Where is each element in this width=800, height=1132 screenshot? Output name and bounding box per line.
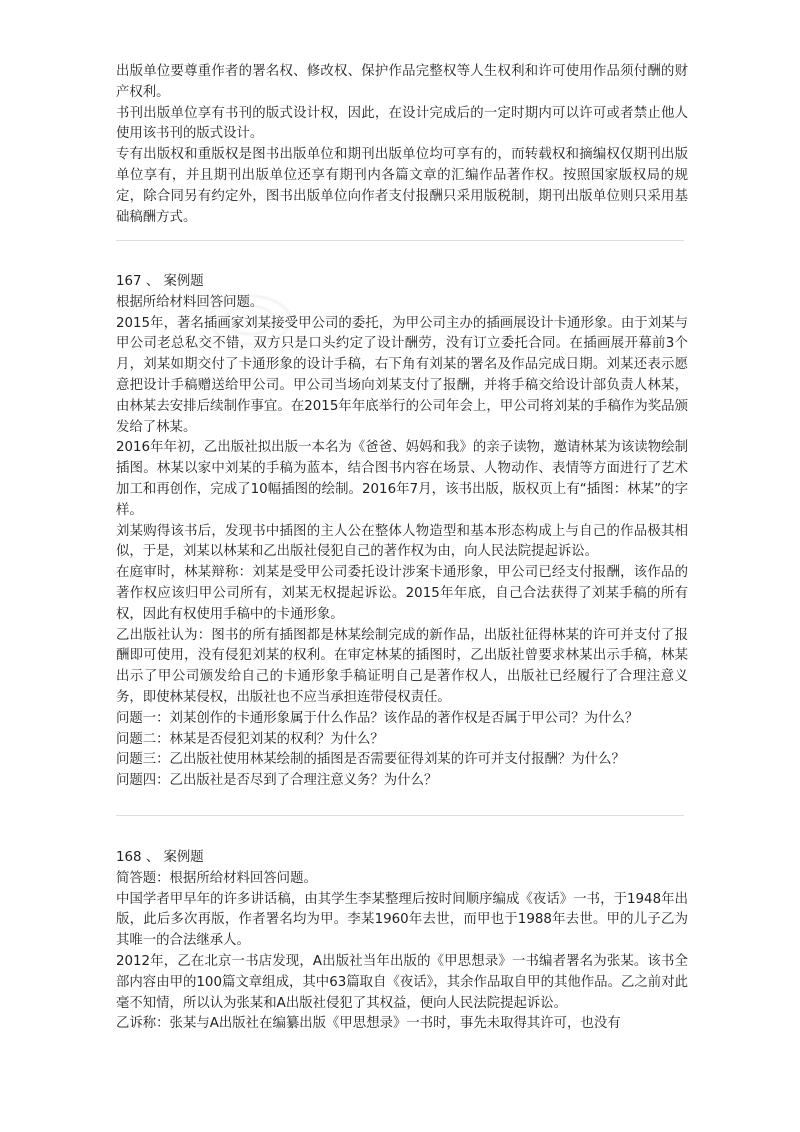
question-paragraph: 刘某购得该书后，发现书中插图的主人公在整体人物造型和基本形态构成上与自己的作品极其相似，于是，刘某以林某和乙出版社侵犯自己的著作权为由，向人民法院提起诉讼。 — [116, 523, 688, 560]
question-167 — [116, 272, 688, 792]
question-heading: 168 、 案例题 — [116, 850, 204, 865]
question-paragraph: 在庭审时，林某辩称：刘某是受甲公司委托设计涉案卡通形象，甲公司已经支付报酬，该作品的著作权应该归甲公司所有，刘某无权提起诉讼。2015年年底，自己合法获得了刘某手稿的所有权，因此有权使用手稿中的卡通形象。 — [116, 565, 688, 622]
question-item: 问题二：林某是否侵犯刘某的权利？为什么？ — [116, 731, 384, 747]
explanation-paragraph: 专有出版权和重版权是图书出版单位和期刊出版单位均可享有的，而转载权和摘编权仅期刊出版单位享有，并且期刊出版单位还享有期刊内各篇文章的汇编作品著作权。按照国家版权局的规定，除合同另有约定外，图书出版单位向作者支付报酬只采用版税制，期刊出版单位则只采用基础稿酬方式。 — [116, 147, 688, 225]
question-paragraph: 2016年年初，乙出版社拟出版一本名为《爸爸、妈妈和我》的亲子读物，邀请林某为该读物绘制插图。林某以家中刘某的手稿为蓝本，结合图书内容在场景、人物动作、表情等方面进行了艺术加工和再创作，完成了10幅插图的绘制。2016年7月，该书出版，版权页上有“插图：林某”的字样。 — [116, 440, 688, 518]
question-paragraph: 根据所给材料回答问题。 — [116, 294, 264, 310]
answer-explanation-block — [116, 62, 688, 228]
question-item: 问题一：刘某创作的卡通形象属于什么作品？该作品的著作权是否属于甲公司？为什么？ — [116, 710, 639, 726]
question-168 — [116, 848, 688, 1035]
question-heading: 167 、 案例题 — [116, 274, 204, 289]
section-divider — [116, 240, 684, 241]
question-paragraph: 乙出版社认为：图书的所有插图都是林某绘制完成的新作品，出版社征得林某的许可并支付了报酬即可使用，没有侵犯刘某的权利。在审定林某的插图时，乙出版社曾要求林某出示手稿，林某出示了甲公司颁发给自己的卡通形象手稿证明自己是著作权人，出版社已经履行了合理注意义务，即使林某侵权，出版社也不应当承担连带侵权责任。 — [116, 627, 688, 705]
explanation-paragraph: 书刊出版单位享有书刊的版式设计权，因此，在设计完成后的一定时期内可以许可或者禁止他人使用该书刊的版式设计。 — [116, 105, 688, 142]
question-item: 问题三：乙出版社使用林某绘制的插图是否需要征得刘某的许可并支付报酬？为什么？ — [116, 752, 625, 768]
question-paragraph: 2012年，乙在北京一书店发现，A出版社当年出版的《甲思想录》一书编者署名为张某。该书全部内容由甲的100篇文章组成，其中63篇取自《夜话》，其余作品取自甲的其他作品。乙之前对此毫不知情，所以认为张某和A出版社侵犯了其权益，便向人民法院提起诉讼。 — [116, 953, 688, 1011]
question-item: 问题四：乙出版社是否尽到了合理注意义务？为什么？ — [116, 773, 438, 789]
question-paragraph: 2015年，著名插画家刘某接受甲公司的委托，为甲公司主办的插画展设计卡通形象。由于刘某与甲公司老总私交不错，双方只是口头约定了设计酬劳，没有订立委托合同。在插画展开幕前3个月，刘某如期交付了卡通形象的设计手稿，右下角有刘某的署名及作品完成日期。刘某还表示愿意把设计手稿赠送给甲公司。甲公司当场向刘某支付了报酬，并将手稿交给设计部负责人林某，由林某去安排后续制作事宜。在2015年年底举行的公司年会上，甲公司将刘某的手稿作为奖品颁发给了林某。 — [116, 315, 688, 435]
question-paragraph: 乙诉称：张某与A出版社在编纂出版《甲思想录》一书时，事先未取得其许可，也没有 — [116, 1016, 621, 1032]
question-paragraph: 中国学者甲早年的许多讲话稿，由其学生李某整理后按时间顺序编成《夜话》一书，于1948年出版，此后多次再版，作者署名均为甲。李某1960年去世，而甲也于1988年去世。甲的儿子乙为其唯一的合法继承人。 — [116, 891, 688, 949]
section-divider — [116, 815, 684, 816]
explanation-paragraph: 出版单位要尊重作者的署名权、修改权、保护作品完整权等人生权利和许可使用作品须付酬的财产权利。 — [116, 64, 688, 100]
question-paragraph: 简答题：根据所给材料回答问题。 — [116, 870, 317, 886]
